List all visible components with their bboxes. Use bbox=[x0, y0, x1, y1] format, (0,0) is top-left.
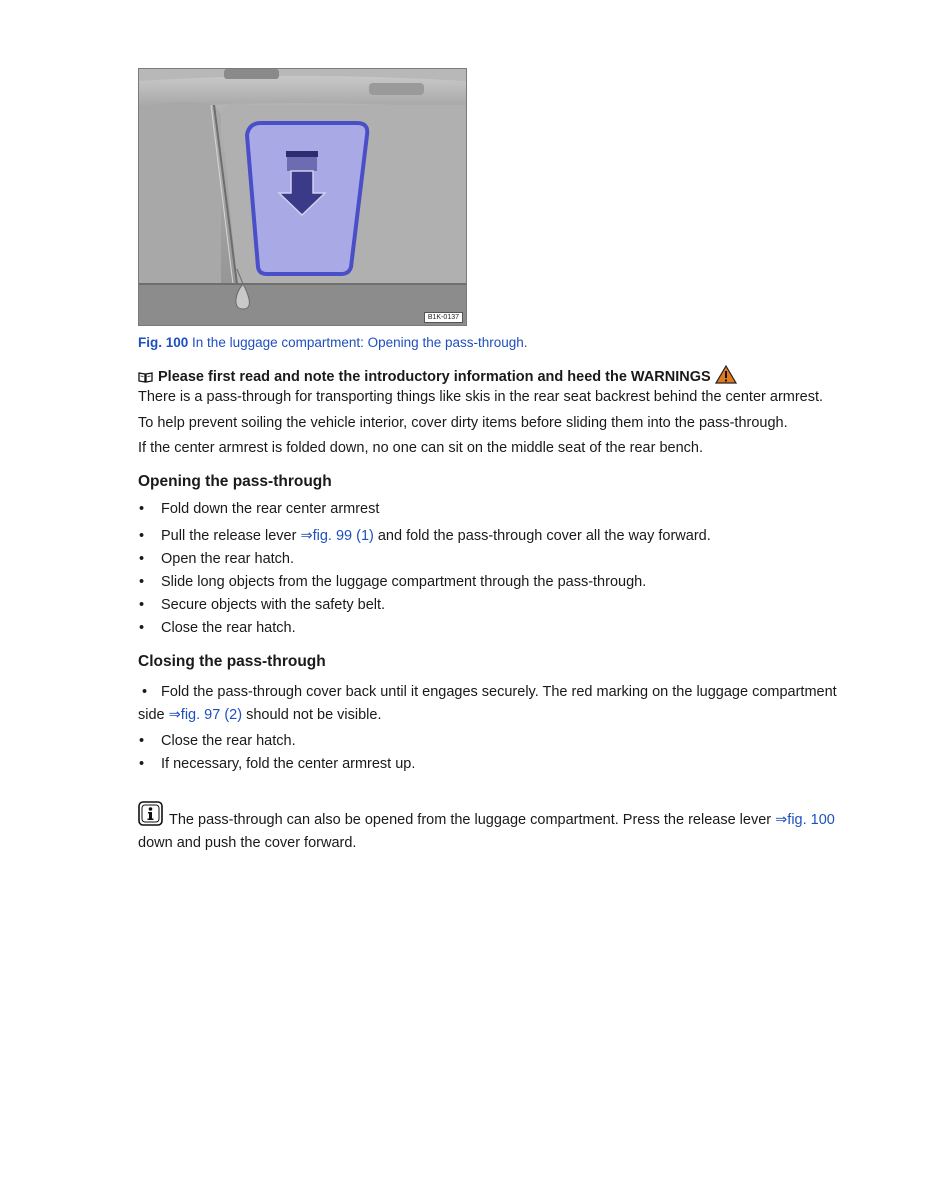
warnings-notice bbox=[138, 369, 838, 385]
list-item: • Close the rear hatch. bbox=[138, 620, 838, 637]
figure-code: B1K-0137 bbox=[424, 312, 463, 323]
opening-heading: Opening the pass-through bbox=[138, 473, 332, 490]
warnings-notice-text: Please first read and note the introductory information and heed the WARNINGS bbox=[158, 369, 711, 385]
closing-steps-list bbox=[138, 733, 838, 773]
list-item: • Open the rear hatch. bbox=[138, 551, 838, 568]
figure-caption bbox=[138, 335, 838, 350]
list-item: • Close the rear hatch. bbox=[138, 733, 838, 750]
info-icon bbox=[138, 801, 163, 826]
figure-caption-label: Fig. 100 bbox=[138, 335, 189, 350]
step-text: Fold the pass-through cover back until it engages securely. The red marking on the luggage compartment side bbox=[138, 684, 837, 723]
intro-paragraph-2: To help prevent soiling the vehicle interior, cover dirty items before sliding them into the pass-through. bbox=[138, 415, 788, 431]
intro-paragraph-3: If the center armrest is folded down, no one can sit on the middle seat of the rear bench. bbox=[138, 440, 704, 456]
list-item: • Slide long objects from the luggage compartment through the pass-through. bbox=[138, 574, 838, 591]
book-icon bbox=[138, 371, 153, 383]
step-text: and fold the pass-through cover all the way forward. bbox=[373, 528, 711, 544]
fig-97-link[interactable]: ⇒fig. 97 (2) bbox=[168, 707, 243, 723]
list-item: • Fold the pass-through cover back until it engages securely. The red marking on the luggage compartment side ⇒fig. 97 (2) should not be visible. bbox=[138, 684, 837, 723]
fig-100-link[interactable]: ⇒fig. 100 bbox=[775, 812, 835, 828]
step-text: should not be visible. bbox=[242, 707, 382, 723]
list-item: • Secure objects with the safety belt. bbox=[138, 597, 838, 614]
seat-backrest-illustration bbox=[139, 69, 466, 325]
figure-pass-through-illustration bbox=[138, 68, 467, 326]
step-text: Pull the release lever bbox=[161, 528, 301, 544]
list-item bbox=[138, 528, 838, 545]
warning-triangle-icon bbox=[715, 365, 737, 384]
fig-99-link[interactable]: ⇒fig. 99 (1) bbox=[300, 528, 374, 544]
intro-paragraph-1: There is a pass-through for transporting things like skis in the rear seat backrest behind the center armrest. bbox=[138, 389, 824, 405]
page bbox=[138, 68, 838, 855]
opening-steps-list bbox=[138, 501, 838, 637]
list-item: • Fold down the rear center armrest bbox=[138, 501, 838, 518]
info-text: The pass-through can also be opened from the luggage compartment. Press the release lever bbox=[169, 812, 776, 828]
info-note bbox=[138, 801, 838, 855]
info-text: down and push the cover forward. bbox=[138, 835, 357, 851]
figure-caption-text: In the luggage compartment: Opening the pass-through. bbox=[192, 335, 528, 350]
list-item: • If necessary, fold the center armrest up. bbox=[138, 756, 838, 773]
closing-heading: Closing the pass-through bbox=[138, 653, 326, 670]
